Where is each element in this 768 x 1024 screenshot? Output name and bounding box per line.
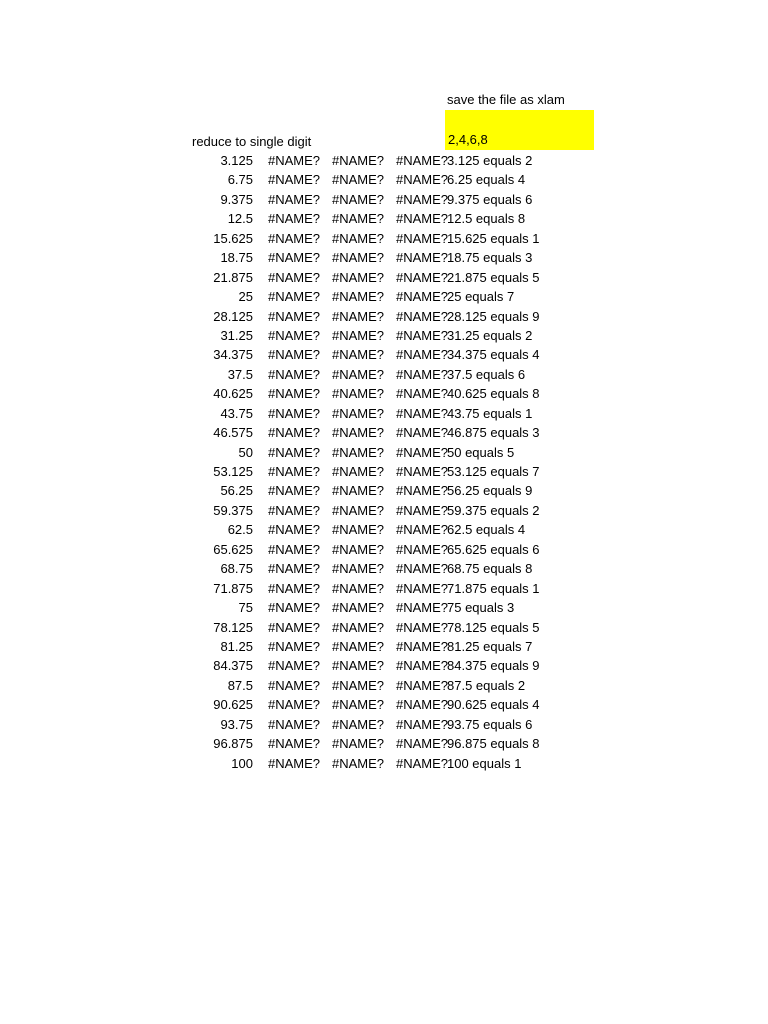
error-cell[interactable]: #NAME? [332,522,385,538]
error-cell[interactable]: #NAME? [396,541,449,557]
table-row [0,676,768,695]
error-cell[interactable]: #NAME? [332,289,385,305]
result-cell[interactable]: 34.375 equals 4 [447,347,540,363]
table-row [0,520,768,539]
table-row [0,754,768,773]
table-row [0,598,768,617]
value-cell[interactable]: 65.625 [213,541,253,557]
error-cell[interactable]: #NAME? [396,716,449,732]
error-cell[interactable]: #NAME? [332,736,385,752]
error-cell[interactable]: #NAME? [396,405,449,421]
value-cell[interactable]: 50 [238,444,253,460]
table-row [0,618,768,637]
error-cell[interactable]: #NAME? [268,522,321,538]
error-cell[interactable]: #NAME? [332,677,385,693]
error-cell[interactable]: #NAME? [396,483,449,499]
error-cell[interactable]: #NAME? [268,561,321,577]
value-cell[interactable]: 71.875 [213,580,253,596]
error-cell[interactable]: #NAME? [396,600,449,616]
error-cell[interactable]: #NAME? [268,230,321,246]
value-cell[interactable]: 28.125 [213,308,253,324]
error-cell[interactable]: #NAME? [268,444,321,460]
result-cell[interactable]: 50 equals 5 [447,444,515,460]
error-cell[interactable]: #NAME? [396,522,449,538]
table-row [0,637,768,656]
error-cell[interactable]: #NAME? [332,191,385,207]
error-cell[interactable]: #NAME? [268,580,321,596]
table-row [0,151,768,170]
error-cell[interactable]: #NAME? [332,561,385,577]
value-cell[interactable]: 21.875 [213,269,253,285]
table-row [0,656,768,675]
error-cell[interactable]: #NAME? [396,366,449,382]
error-cell[interactable]: #NAME? [268,697,321,713]
value-cell[interactable]: 31.25 [220,327,253,343]
error-cell[interactable]: #NAME? [396,561,449,577]
value-cell[interactable]: 81.25 [220,638,253,654]
value-cell[interactable]: 56.25 [220,483,253,499]
error-cell[interactable]: #NAME? [396,502,449,518]
error-cell[interactable]: #NAME? [268,502,321,518]
error-cell[interactable]: #NAME? [268,153,321,168]
table-row [0,248,768,267]
error-cell[interactable]: #NAME? [268,250,321,266]
result-cell[interactable]: 15.625 equals 1 [447,230,540,246]
error-cell[interactable]: #NAME? [332,405,385,421]
value-cell[interactable]: 93.75 [220,716,253,732]
value-cell[interactable]: 68.75 [220,561,253,577]
error-cell[interactable]: #NAME? [268,464,321,479]
table-row [0,734,768,753]
error-cell[interactable]: #NAME? [396,464,449,479]
value-cell[interactable]: 40.625 [213,386,253,402]
result-cell[interactable]: 100 equals 1 [447,755,522,771]
result-cell[interactable]: 46.875 equals 3 [447,425,540,441]
error-cell[interactable]: #NAME? [332,638,385,654]
error-cell[interactable]: #NAME? [396,308,449,324]
value-cell[interactable]: 43.75 [220,405,253,421]
error-cell[interactable]: #NAME? [396,386,449,402]
error-cell[interactable]: #NAME? [332,600,385,616]
error-cell[interactable]: #NAME? [268,677,321,693]
value-cell[interactable]: 6.75 [227,172,253,188]
error-cell[interactable]: #NAME? [396,191,449,207]
error-cell[interactable]: #NAME? [268,755,321,771]
error-cell[interactable]: #NAME? [396,172,449,188]
table-row [0,559,768,578]
result-cell[interactable]: 71.875 equals 1 [447,580,540,596]
result-cell[interactable]: 28.125 equals 9 [447,308,540,324]
error-cell[interactable]: #NAME? [332,658,385,674]
result-cell[interactable]: 21.875 equals 5 [447,269,540,285]
error-cell[interactable]: #NAME? [268,619,321,635]
error-cell[interactable]: #NAME? [268,366,321,382]
error-cell[interactable]: #NAME? [268,308,321,324]
error-cell[interactable]: #NAME? [332,425,385,441]
table-row [0,365,768,384]
result-cell[interactable]: 9.375 equals 6 [447,191,533,207]
result-cell[interactable]: 25 equals 7 [447,289,515,305]
value-cell[interactable]: 59.375 [213,502,253,518]
table-row [0,443,768,462]
error-cell[interactable]: #NAME? [396,425,449,441]
error-cell[interactable]: #NAME? [332,153,385,168]
error-cell[interactable]: #NAME? [396,327,449,343]
error-cell[interactable]: #NAME? [268,638,321,654]
error-cell[interactable]: #NAME? [332,502,385,518]
value-cell[interactable]: 62.5 [227,522,253,538]
table-row [0,423,768,442]
error-cell[interactable]: #NAME? [332,269,385,285]
error-cell[interactable]: #NAME? [268,386,321,402]
error-cell[interactable]: #NAME? [332,211,385,227]
error-cell[interactable]: #NAME? [268,716,321,732]
error-cell[interactable]: #NAME? [268,172,321,188]
result-cell[interactable]: 40.625 equals 8 [447,386,540,402]
error-cell[interactable]: #NAME? [396,755,449,771]
result-cell[interactable]: 53.125 equals 7 [447,464,540,479]
error-cell[interactable]: #NAME? [268,405,321,421]
value-cell[interactable]: 78.125 [213,619,253,635]
table-row [0,695,768,714]
error-cell[interactable]: #NAME? [332,230,385,246]
table-row [0,501,768,520]
result-cell[interactable]: 12.5 equals 8 [447,211,526,227]
result-cell[interactable]: 43.75 equals 1 [447,405,533,421]
result-cell[interactable]: 68.75 equals 8 [447,561,533,577]
highlighted-cell[interactable] [445,110,594,150]
table-row [0,268,768,287]
table-row [0,462,768,481]
result-cell[interactable]: 31.25 equals 2 [447,327,533,343]
error-cell[interactable]: #NAME? [332,580,385,596]
result-cell[interactable]: 65.625 equals 6 [447,541,540,557]
value-cell[interactable]: 84.375 [213,658,253,674]
error-cell[interactable]: #NAME? [396,289,449,305]
result-cell[interactable]: 78.125 equals 5 [447,619,540,635]
result-cell[interactable]: 96.875 equals 8 [447,736,540,752]
error-cell[interactable]: #NAME? [396,269,449,285]
table-row [0,170,768,189]
value-cell[interactable]: 12.5 [227,211,253,227]
table-row [0,384,768,403]
error-cell[interactable]: #NAME? [332,464,385,479]
error-cell[interactable]: #NAME? [332,444,385,460]
value-cell[interactable]: 87.5 [227,677,253,693]
value-cell[interactable]: 34.375 [213,347,253,363]
error-cell[interactable]: #NAME? [396,658,449,674]
error-cell[interactable]: #NAME? [396,347,449,363]
result-cell[interactable]: 59.375 equals 2 [447,502,540,518]
error-cell[interactable]: #NAME? [332,250,385,266]
result-cell[interactable]: 56.25 equals 9 [447,483,533,499]
value-cell[interactable]: 18.75 [220,250,253,266]
result-cell[interactable]: 90.625 equals 4 [447,697,540,713]
error-cell[interactable]: #NAME? [268,483,321,499]
result-cell[interactable]: 6.25 equals 4 [447,172,526,188]
error-cell[interactable]: #NAME? [332,386,385,402]
error-cell[interactable]: #NAME? [332,347,385,363]
error-cell[interactable]: #NAME? [396,444,449,460]
error-cell[interactable]: #NAME? [332,172,385,188]
result-cell[interactable]: 3.125 equals 2 [447,153,533,168]
error-cell[interactable]: #NAME? [268,736,321,752]
column-label: reduce to single digit [192,134,312,149]
table-row [0,307,768,326]
error-cell[interactable]: #NAME? [268,541,321,557]
table-row [0,579,768,598]
table-row [0,229,768,248]
result-cell[interactable]: 62.5 equals 4 [447,522,526,538]
error-cell[interactable]: #NAME? [332,366,385,382]
value-cell[interactable]: 3.125 [220,153,253,168]
value-cell[interactable]: 9.375 [220,191,253,207]
error-cell[interactable]: #NAME? [332,327,385,343]
table-row [0,715,768,734]
error-cell[interactable]: #NAME? [268,211,321,227]
error-cell[interactable]: #NAME? [268,658,321,674]
error-cell[interactable]: #NAME? [396,250,449,266]
value-cell[interactable]: 100 [231,755,253,771]
value-cell[interactable]: 75 [238,600,253,616]
table-row [0,481,768,500]
error-cell[interactable]: #NAME? [268,269,321,285]
result-cell[interactable]: 81.25 equals 7 [447,638,533,654]
error-cell[interactable]: #NAME? [268,191,321,207]
result-cell[interactable]: 84.375 equals 9 [447,658,540,674]
value-cell[interactable]: 90.625 [213,697,253,713]
value-cell[interactable]: 96.875 [213,736,253,752]
result-cell[interactable]: 37.5 equals 6 [447,366,526,382]
error-cell[interactable]: #NAME? [396,619,449,635]
value-cell[interactable]: 15.625 [213,230,253,246]
error-cell[interactable]: #NAME? [396,580,449,596]
error-cell[interactable]: #NAME? [332,619,385,635]
error-cell[interactable]: #NAME? [396,697,449,713]
table-row [0,209,768,228]
error-cell[interactable]: #NAME? [396,638,449,654]
error-cell[interactable]: #NAME? [332,716,385,732]
result-cell[interactable]: 75 equals 3 [447,600,515,616]
save-note: save the file as xlam [447,92,565,107]
value-cell[interactable]: 53.125 [213,464,253,479]
table-row [0,326,768,345]
error-cell[interactable]: #NAME? [332,541,385,557]
error-cell[interactable]: #NAME? [268,289,321,305]
error-cell[interactable]: #NAME? [396,211,449,227]
table-row [0,287,768,306]
error-cell[interactable]: #NAME? [332,697,385,713]
error-cell[interactable]: #NAME? [332,308,385,324]
table-row [0,190,768,209]
result-cell[interactable]: 93.75 equals 6 [447,716,533,732]
error-cell[interactable]: #NAME? [268,327,321,343]
error-cell[interactable]: #NAME? [268,425,321,441]
error-cell[interactable]: #NAME? [268,600,321,616]
value-cell[interactable]: 25 [238,289,253,305]
value-cell[interactable]: 46.575 [213,425,253,441]
value-cell[interactable]: 37.5 [227,366,253,382]
error-cell[interactable]: #NAME? [332,755,385,771]
table-row [0,345,768,364]
result-cell[interactable]: 87.5 equals 2 [447,677,526,693]
table-row [0,540,768,559]
highlighted-cell-text: 2,4,6,8 [448,132,488,147]
error-cell[interactable]: #NAME? [396,677,449,693]
error-cell[interactable]: #NAME? [268,347,321,363]
error-cell[interactable]: #NAME? [396,153,449,168]
error-cell[interactable]: #NAME? [332,483,385,499]
error-cell[interactable]: #NAME? [396,230,449,246]
data-rows [0,151,768,773]
table-row [0,404,768,423]
error-cell[interactable]: #NAME? [396,736,449,752]
result-cell[interactable]: 18.75 equals 3 [447,250,533,266]
